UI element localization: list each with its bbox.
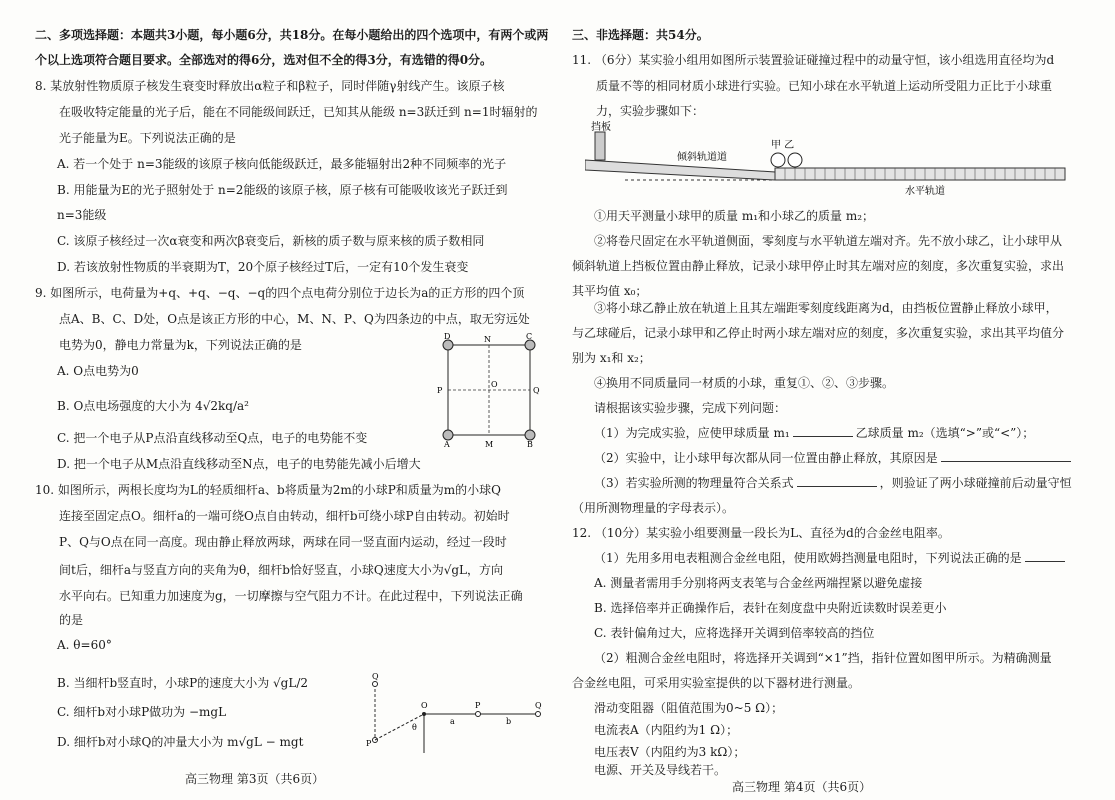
q9-stem-3: 电势为0，静电力常量为k，下列说法正确的是	[59, 338, 302, 352]
q8-option-c: C. 该原子核经过一次α衰变和两次β衰变后，新核的质子数与原来核的质子数相同	[57, 234, 485, 248]
q11-prompt: 请根据该实验步骤，完成下列问题：	[594, 401, 787, 415]
q10-option-d: D. 细杆b对小球Q的冲量大小为 m√gL − mgt	[57, 735, 304, 749]
q11-track-figure	[585, 120, 1085, 202]
q10-option-c: C. 细杆b对小球P做功为 −mgL	[57, 705, 227, 719]
ball-yi	[788, 153, 802, 167]
q10-stem-6: 的是	[59, 613, 84, 627]
baffle	[595, 132, 605, 160]
section2-heading: 二、多项选择题：本题共3小题，每小题6分，共18分。在每小题给出的四个选项中，有两个或两	[35, 28, 549, 42]
q11-stem-1: 11. （6分）某实验小组用如图所示装置验证碰撞过程中的动量守恒，该小组选用直径均为d	[572, 53, 1055, 67]
q10-stem-3: P、Q与O点在同一高度。现由静止释放两球，两球在同一竖直面内运动，经过一段时	[59, 535, 507, 549]
q12-option-b: B. 选择倍率并正确操作后，表针在刻度盘中央附近读数时误差更小	[594, 601, 947, 615]
q9-option-b: B. O点电场强度的大小为 4√2kq/a²	[57, 399, 249, 413]
q12-part-2a: （2）粗测合金丝电阻时，将选择开关调到“×1”挡，指针位置如图甲所示。为精确测量	[594, 651, 1052, 665]
q10-option-a: A. θ=60°	[57, 638, 112, 652]
q10-option-b: B. 当细杆b竖直时，小球P的速度大小为 √gL/2	[57, 676, 308, 690]
q11-part-3-tail: ，则验证了两小球碰撞前后动量守恒	[879, 476, 1072, 490]
q11-blank-2[interactable]	[941, 461, 1071, 462]
q11-part-1	[594, 425, 1034, 441]
q12-equipment-4: 电源、开关及导线若干。	[594, 763, 727, 777]
q11-step-1: ①用天平测量小球甲的质量 m₁和小球乙的质量 m₂；	[594, 209, 875, 223]
label-m: M	[485, 440, 494, 449]
label-balls: 甲 乙	[771, 140, 795, 151]
q8-option-b-cont: n=3能级	[57, 208, 107, 222]
q11-step-3b: 与乙球碰后，记录小球甲和乙停止时两小球左端对应的刻度，多次重复实验，求出其平均值分	[572, 326, 1065, 340]
q9-square-charge-figure	[432, 332, 547, 450]
q8-stem-3: 光子能量为E。下列说法正确的是	[59, 131, 236, 145]
q11-stem-3: 力，实验步骤如下：	[596, 104, 705, 118]
charge-b	[525, 430, 535, 440]
section3-heading: 三、非选择题：共54分。	[572, 28, 709, 42]
q11-part-2	[594, 450, 1074, 466]
q12-blank-1[interactable]	[1025, 561, 1065, 562]
q9-option-a: A. O点电势为0	[57, 364, 139, 378]
q12-equipment-3: 电压表V（内阻约为3 kΩ）；	[594, 745, 746, 759]
label-incline: 倾斜轨道道	[677, 152, 727, 163]
label-o: O	[491, 380, 498, 389]
q9-option-d: D. 把一个电子从M点沿直线移动至N点，电子的电势能先减小后增大	[57, 457, 421, 471]
q11-part-2-text: （2）实验中，让小球甲每次都从同一位置由静止释放，其原因是	[594, 451, 938, 465]
q8-stem-2: 在吸收特定能量的光子后，能在不同能级间跃迁，已知其从能级 n=3跃迁到 n=1时辐射的	[59, 105, 538, 119]
q10-rod-figure	[360, 668, 550, 758]
q8-stem-1: 8. 某放射性物质原子核发生衰变时释放出α粒子和β粒子，同时伴随γ射线产生。该原子核	[35, 79, 505, 93]
q11-part-3-note: （用所测物理量的字母表示）。	[572, 501, 735, 515]
q12-option-c: C. 表针偏角过大，应将选择开关调到倍率较高的挡位	[594, 626, 875, 640]
charge-a	[443, 430, 453, 440]
q12-part-1	[594, 550, 1068, 566]
q12-equipment-1: 滑动变阻器（阻值范围为0~5 Ω）；	[594, 701, 784, 715]
inclined-track	[585, 160, 775, 180]
q11-part-1-text: （1）为完成实验，应使甲球质量 m₁	[594, 426, 790, 440]
charge-d	[443, 340, 453, 350]
label-baffle: 挡板	[591, 122, 611, 133]
horizontal-track	[775, 168, 1065, 180]
ball-jia	[771, 153, 785, 167]
q10-stem-2: 连接至固定点O。细杆a的一端可绕O点自由转动，细杆b可绕小球P自由转动。初始时	[59, 509, 510, 523]
q8-option-a: A. 若一个处于 n=3能级的该原子核向低能级跃迁，最多能辐射出2种不同频率的光子	[57, 157, 507, 171]
label-b: B	[527, 440, 533, 449]
q12-part-1-text: （1）先用多用电表粗测合金丝电阻，使用欧姆挡测量电阻时，下列说法正确的是	[594, 551, 1022, 565]
label-c: C	[526, 332, 533, 341]
section2-instruction: 个以上选项符合题目要求。全部选对的得6分，选对但不全的得3分，有选错的得0分。	[35, 53, 493, 67]
label-q-top: Q	[372, 672, 379, 681]
right-page-footer: 高三物理 第4页（共6页）	[732, 780, 872, 794]
q11-step-3a: ③将小球乙静止放在轨道上且其左端距零刻度线距离为d，由挡板位置静止释放小球甲，	[594, 301, 1058, 315]
q9-stem-2: 点A、B、C、D处，O点是该正方形的中心，M、N、P、Q为四条边的中点，取无穷远处	[59, 312, 530, 326]
q11-step-3c: 别为 x₁和 x₂；	[572, 351, 651, 365]
q11-stem-2: 质量不等的相同材质小球进行实验。已知小球在水平轨道上运动所受阻力正比于小球重	[596, 79, 1053, 93]
label-o: O	[421, 701, 428, 710]
label-p: P	[437, 386, 443, 395]
q8-option-d: D. 若该放射性物质的半衰期为T，20个原子核经过T后，一定有10个发生衰变	[57, 260, 469, 274]
label-a: A	[444, 440, 450, 449]
q11-step-2c: 其平均值 x₀；	[572, 284, 648, 298]
label-rod-a: a	[450, 717, 455, 726]
q11-part-3	[594, 475, 1072, 491]
q9-option-c: C. 把一个电子从P点沿直线移动至Q点，电子的电势能不变	[57, 431, 368, 445]
q10-stem-1: 10. 如图所示，两根长度均为L的轻质细杆a、b将质量为2m的小球P和质量为m的小球Q	[35, 483, 502, 497]
q11-part-3-text: （3）若实验所测的物理量符合关系式	[594, 476, 794, 490]
left-page-footer: 高三物理 第3页（共6页）	[185, 772, 325, 786]
q12-equipment-2: 电流表A（内阻约为1 Ω）；	[594, 723, 739, 737]
q10-stem-4: 间t后，细杆a与竖直方向的夹角为θ，细杆b恰好竖直，小球Q速度大小为√gL，方向	[59, 563, 504, 577]
label-horizontal: 水平轨道	[905, 186, 945, 197]
q11-step-2b: 倾斜轨道上挡板位置由静止释放，记录小球甲停止时其左端对应的刻度，多次重复实验，求出	[572, 259, 1065, 273]
charge-c	[525, 340, 535, 350]
label-rod-b: b	[506, 717, 512, 726]
q11-part-1-tail: 乙球质量 m₂（选填“>”或“<”）；	[855, 426, 1035, 440]
q11-step-4: ④换用不同质量同一材质的小球，重复①、②、③步骤。	[594, 376, 895, 390]
q12-option-a: A. 测量者需用手分别将两支表笔与合金丝两端捏紧以避免虚接	[594, 576, 923, 590]
q9-stem-1: 9. 如图所示，电荷量为+q、+q、−q、−q的四个点电荷分别位于边长为a的正方形的四个顶	[35, 286, 525, 300]
q12-stem: 12. （10分）某实验小组要测量一段长为L、直径为d的合金丝电阻率。	[572, 526, 950, 540]
label-p-mid: P	[475, 701, 481, 710]
label-n: N	[484, 335, 491, 344]
label-d: D	[444, 332, 451, 341]
label-q-end: Q	[535, 701, 542, 710]
q11-blank-3[interactable]	[797, 486, 877, 487]
q8-option-b: B. 用能量为E的光子照射处于 n=2能级的该原子核，原子核有可能吸收该光子跃迁到	[57, 183, 508, 197]
label-q: Q	[533, 386, 540, 395]
q11-blank-1[interactable]	[793, 436, 853, 437]
q11-step-2a: ②将卷尺固定在水平轨道侧面，零刻度与水平轨道左端对齐。先不放小球乙，让小球甲从	[594, 234, 1063, 248]
label-theta: θ	[412, 723, 417, 732]
q12-part-2b: 合金丝电阻，可采用实验室提供的以下器材进行测量。	[572, 676, 861, 690]
label-p-low: P	[366, 739, 372, 748]
q10-stem-5: 水平向右。已知重力加速度为g，一切摩擦与空气阻力不计。在此过程中，下列说法正确	[59, 589, 523, 603]
